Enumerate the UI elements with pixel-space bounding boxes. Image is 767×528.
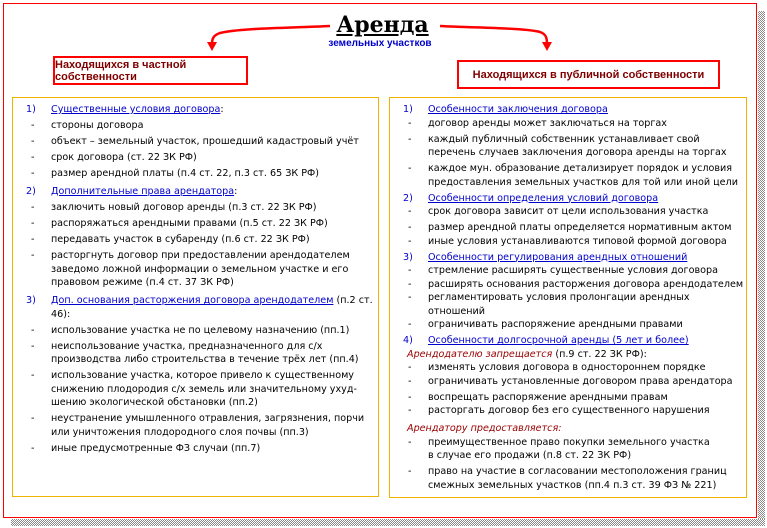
dash-bullet: -	[31, 324, 35, 336]
public-content	[403, 103, 745, 492]
dash-bullet: -	[408, 278, 412, 290]
dash-bullet: -	[408, 375, 412, 387]
arrowhead-right-icon	[542, 42, 552, 51]
item-text: расширять основания расторжения договора арендодателем	[428, 278, 744, 290]
list-item	[403, 235, 745, 249]
section-heading	[26, 103, 378, 117]
list-item	[26, 135, 378, 149]
list-item	[26, 119, 378, 133]
item-text: воспрещать распоряжение арендными правам	[428, 391, 668, 403]
item-text-line: или уничтожения плодородного слоя почвы (пп.3)	[51, 426, 309, 438]
category-public-label: Находящихся в публичной собственности	[472, 68, 705, 81]
list-item	[403, 361, 745, 375]
item-text: ограничивать установленные договором права арендатора	[428, 375, 733, 387]
section-number: 4)	[403, 335, 413, 346]
list-item	[403, 391, 745, 405]
item-text: изменять условия договора в одностороннем порядке	[428, 362, 706, 373]
item-text: размер арендной платы определяется нормативным актом	[428, 222, 732, 233]
item-text: срок договора зависит от цели использования участка	[428, 206, 709, 217]
list-item	[26, 249, 378, 290]
list-item	[403, 436, 745, 463]
section-link[interactable]: Особенности определения условий договора	[428, 192, 659, 204]
dash-bullet: -	[31, 202, 35, 213]
list-item	[403, 318, 745, 332]
section-heading	[403, 192, 745, 206]
dash-bullet: -	[408, 319, 412, 330]
item-text-line: смежных земельных участков (пп.4 п.3 ст. 39 ФЗ № 221)	[428, 479, 717, 491]
section-link[interactable]: Особенности заключения договора	[428, 104, 608, 115]
list-item	[403, 404, 745, 418]
dash-bullet: -	[408, 436, 412, 448]
dash-bullet: -	[408, 117, 412, 129]
item-text-line: предоставления земельных участков для той или иной цели	[428, 176, 738, 188]
item-text-line: право на участие в согласовании местоположения границ	[428, 466, 727, 477]
dash-bullet: -	[31, 152, 35, 163]
item-text-line: каждое мун. образование детализирует порядок и условия	[428, 163, 733, 174]
dash-bullet: -	[408, 466, 412, 477]
item-text-line: шению экологической обстановки (пп.2)	[51, 397, 258, 408]
item-text-line: каждый публичный собственник устанавливает свой	[428, 133, 700, 145]
dash-bullet: -	[31, 218, 35, 229]
section-number: 1)	[403, 104, 413, 115]
section-link[interactable]: Доп. основания расторжения договора арендодателем	[51, 295, 334, 306]
item-text-line: использование участка, которое привело к существенному	[51, 370, 354, 381]
section-number: 3)	[403, 251, 413, 263]
list-item	[403, 205, 745, 219]
list-item	[26, 412, 378, 439]
section-link[interactable]: Особенности регулирования арендных отношений	[428, 251, 688, 263]
item-text: срок договора (ст. 22 ЗК РФ)	[51, 152, 197, 163]
arrowhead-left-icon	[207, 42, 217, 51]
item-text: заключить новый договор аренды (п.3 ст. 22 ЗК РФ)	[51, 202, 317, 213]
section-number: 3)	[26, 295, 36, 306]
dash-bullet: -	[31, 136, 35, 147]
note-tail: (п.9 ст. 22 ЗК РФ):	[552, 348, 647, 360]
dash-bullet: -	[408, 265, 412, 276]
list-item	[26, 369, 378, 410]
list-item	[26, 167, 378, 181]
item-text: договор аренды может заключаться на торгах	[428, 117, 667, 129]
list-item	[403, 117, 745, 131]
dash-bullet: -	[31, 340, 35, 352]
section-heading	[403, 334, 745, 348]
item-text-line: перечень случаев заключения договора аренды на торгах	[428, 147, 727, 158]
list-item	[26, 324, 378, 338]
list-item	[403, 278, 745, 292]
note-label: Арендатору предоставляется:	[407, 423, 562, 434]
list-item	[403, 221, 745, 235]
item-text-line: производства либо строительства в течение трёх лет (пп.4)	[51, 354, 359, 365]
list-item	[26, 340, 378, 367]
dash-bullet: -	[408, 235, 412, 247]
section-heading	[26, 185, 378, 199]
section-tail: (п.2 ст. 46):	[51, 295, 373, 320]
list-item	[403, 264, 745, 278]
item-text: расторгать договор без его существенного нарушения	[428, 405, 710, 416]
landlord-prohibitions-note	[403, 348, 745, 362]
item-text-line: преимущественное право покупки земельного участка	[428, 436, 710, 448]
section-link[interactable]: Дополнительные права арендатора	[51, 186, 235, 197]
section-link[interactable]: Особенности долгосрочной аренды (5 лет и более)	[428, 335, 689, 346]
dash-bullet: -	[31, 168, 35, 179]
list-item	[403, 133, 745, 160]
item-text: ограничивать распоряжение арендными правами	[428, 319, 683, 330]
list-item	[403, 162, 745, 189]
section-heading	[403, 103, 745, 117]
list-item	[403, 291, 745, 318]
list-item	[26, 151, 378, 165]
category-private-label: Находящихся в частной собственности	[55, 58, 187, 83]
item-text: регламентировать условия пролонгации арендных отношений	[428, 292, 690, 317]
dash-bullet: -	[408, 405, 412, 416]
page-title: Аренда	[336, 12, 429, 38]
item-text-line: расторгнуть договор при предоставлении арендодателем	[51, 250, 350, 261]
item-text: иные условия устанавливаются типовой формой договора	[428, 235, 727, 247]
dash-bullet: -	[408, 292, 412, 303]
item-text-line: в случае его продажи (п.8 ст. 22 ЗК РФ)	[428, 450, 632, 461]
item-text: передавать участок в субаренду (п.6 ст. 22 ЗК РФ)	[51, 234, 310, 245]
category-private	[53, 56, 248, 85]
section-tail: :	[220, 104, 224, 115]
dash-bullet: -	[408, 222, 412, 233]
dash-bullet: -	[31, 413, 35, 424]
item-text-line: заведомо ложной информации о земельном участке и его	[51, 263, 349, 275]
item-text-line: неиспользование участка, предназначенного для с/х	[51, 340, 323, 352]
list-item	[26, 201, 378, 215]
note-label: Арендодателю запрещается	[407, 348, 553, 360]
section-tail: :	[234, 186, 238, 197]
dash-bullet: -	[31, 442, 35, 454]
list-item	[403, 375, 745, 389]
item-text: использование участка не по целевому назначению (пп.1)	[51, 324, 350, 336]
tenant-rights-note	[403, 422, 745, 436]
item-text: иные предусмотренные ФЗ случаи (пп.7)	[51, 442, 261, 454]
dash-bullet: -	[408, 362, 412, 373]
dash-bullet: -	[31, 234, 35, 245]
list-item	[26, 442, 378, 456]
dash-bullet: -	[408, 206, 412, 217]
section-number: 1)	[26, 104, 36, 115]
item-text: стороны договора	[51, 120, 144, 131]
list-item	[26, 233, 378, 247]
list-item	[26, 217, 378, 231]
section-heading	[26, 294, 378, 321]
dash-bullet: -	[31, 370, 35, 381]
item-text: объект – земельный участок, прошедший кадастровый учёт	[51, 136, 359, 147]
section-link[interactable]: Существенные условия договора	[51, 104, 221, 115]
dash-bullet: -	[408, 133, 412, 145]
dash-bullet: -	[408, 163, 412, 174]
section-number: 2)	[26, 186, 36, 197]
list-item	[403, 465, 745, 492]
item-text-line: правовом режиме (п.4 ст. 37 ЗК РФ)	[51, 277, 234, 288]
section-number: 2)	[403, 192, 413, 204]
category-public	[457, 60, 720, 89]
item-text: распоряжаться арендными правами (п.5 ст. 22 ЗК РФ)	[51, 218, 328, 229]
item-text-line: снижению плодородия с/х земель или значительному ухуд-	[51, 383, 357, 395]
private-content	[26, 103, 378, 455]
section-heading	[403, 251, 745, 265]
item-text: стремление расширять существенные условия договора	[428, 265, 718, 276]
dash-bullet: -	[408, 391, 412, 403]
item-text: размер арендной платы (п.4 ст. 22, п.3 ст. 65 ЗК РФ)	[51, 168, 320, 179]
item-text-line: неустранение умышленного отравления, загрязнения, порчи	[51, 413, 365, 424]
dash-bullet: -	[31, 120, 35, 131]
page-subtitle: земельных участков	[328, 38, 432, 49]
dash-bullet: -	[31, 250, 35, 261]
